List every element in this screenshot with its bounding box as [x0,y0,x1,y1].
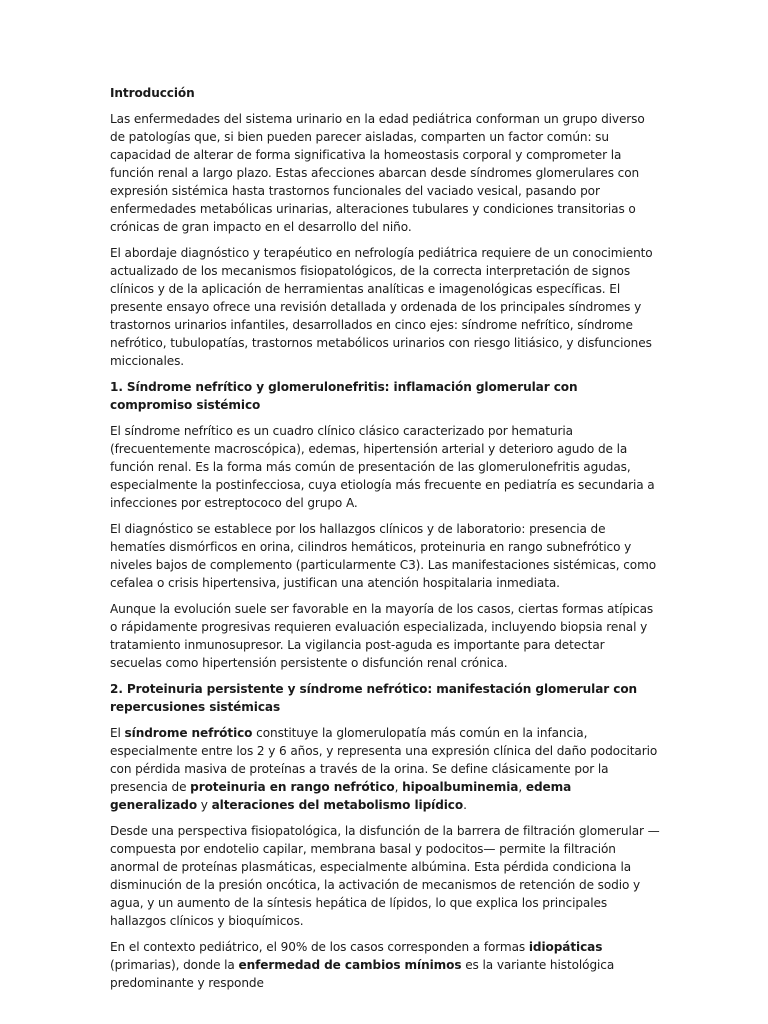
bold-term: síndrome nefrótico [124,726,253,740]
text-run: El [110,726,125,740]
bold-term: edema generalizado [110,780,572,812]
document-page [110,84,660,1000]
section-2-heading: 2. Proteinuria persistente y síndrome nefrótico: manifestación glomerular con repercusiones sistémicas [110,682,638,714]
bold-term: alteraciones del metabolismo lipídico [211,798,464,812]
text-run: constituye la glomerulopatía más común en la infancia, especialmente entre los 2 y 6 años, y representa una expresión clínica del daño podocitario con pérdida masiva de proteínas a través de la orina. Se define clásicamente por la presencia de [110,726,658,794]
bold-term: idiopáticas [528,940,603,954]
bold-term: hipoalbuminemia [402,780,519,794]
text-run: . [463,798,467,812]
section-2-paragraph-3 [110,938,660,992]
text-run: es la variante histológica predominante y responde [110,958,615,990]
section-2-paragraph-1 [110,724,660,814]
text-run: (primarias), donde la [110,958,239,972]
section-1-paragraph-3: Aunque la evolución suele ser favorable en la mayoría de los casos, ciertas formas atípicas o rápidamente progresivas requieren evaluación especializada, incluyendo biopsia renal y tratamiento inmunosupresor. La vigilancia post-aguda es importante para detectar secuelas como hipertensión persistente o disfunción renal crónica. [110,602,654,670]
bold-term: proteinuria en rango nefrótico [190,780,395,794]
intro-paragraph-2: El abordaje diagnóstico y terapéutico en nefrología pediátrica requiere de un conocimiento actualizado de los mecanismos fisiopatológicos, de la correcta interpretación de signos clínicos y de la aplicación de herramientas analíticas e imagenológicas específicas. El presente ensayo ofrece una revisión detallada y ordenada de los principales síndromes y trastornos urinarios infantiles, desarrollados en cinco ejes: síndrome nefrítico, síndrome nefrótico, tubulopatías, trastornos metabólicos urinarios con riesgo litiásico, y disfunciones miccionales. [110,246,653,368]
text-run: y [197,798,212,812]
section-1-paragraph-1: El síndrome nefrítico es un cuadro clínico clásico caracterizado por hematuria (frecuentemente macroscópica), edemas, hipertensión arterial y deterioro agudo de la función renal. Es la forma más común de presentación de las glomerulonefritis agudas, especialmente la postinfecciosa, cuya etiología más frecuente en pediatría es secundaria a infecciones por estreptococo del grupo A. [110,424,655,510]
text-run: En el contexto pediátrico, el 90% de los casos corresponden a formas [110,940,529,954]
intro-heading: Introducción [110,86,195,100]
section-2-paragraph-2: Desde una perspectiva fisiopatológica, la disfunción de la barrera de filtración glomerular —compuesta por endotelio capilar, membrana basal y podocitos— permite la filtración anormal de proteínas plasmáticas, especialmente albúmina. Esta pérdida condiciona la disminución de la presión oncótica, la activación de mecanismos de retención de sodio y agua, y un aumento de la síntesis hepática de lípidos, lo que explica los principales hallazgos clínicos y bioquímicos. [110,824,660,928]
section-1-heading: 1. Síndrome nefrítico y glomerulonefritis: inflamación glomerular con compromiso sistémico [110,380,578,412]
bold-term: enfermedad de cambios mínimos [238,958,462,972]
text-run: , [518,780,526,794]
text-run: , [394,780,403,794]
intro-paragraph-1: Las enfermedades del sistema urinario en la edad pediátrica conforman un grupo diverso de patologías que, si bien pueden parecer aisladas, comparten un factor común: su capacidad de alterar de forma significativa la homeostasis corporal y comprometer la función renal a largo plazo. Estas afecciones abarcan desde síndromes glomerulares con expresión sistémica hasta trastornos funcionales del vaciado vesical, pasando por enfermedades metabólicas urinarias, alteraciones tubulares y condiciones transitorias o crónicas de gran impacto en el desarrollo del niño. [110,112,645,234]
section-1-paragraph-2: El diagnóstico se establece por los hallazgos clínicos y de laboratorio: presencia de hematíes dismórficos en orina, cilindros hemáticos, proteinuria en rango subnefrótico y niveles bajos de complemento (particularmente C3). Las manifestaciones sistémicas, como cefalea o crisis hipertensiva, justifican una atención hospitalaria inmediata. [110,522,657,590]
